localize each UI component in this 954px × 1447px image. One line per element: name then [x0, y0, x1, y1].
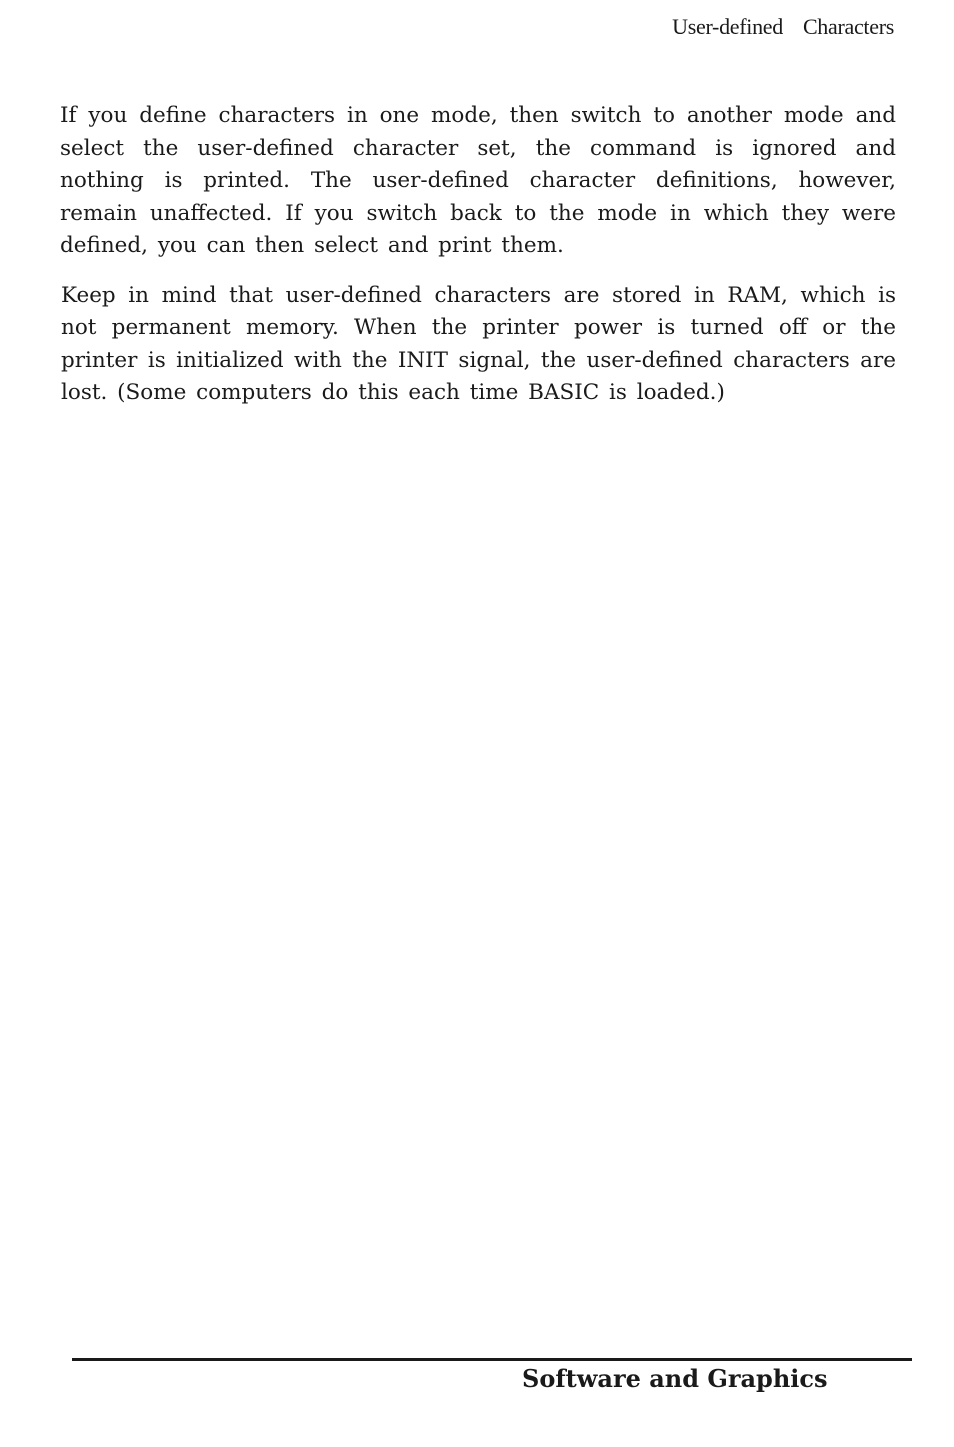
body-text — [60, 100, 896, 427]
running-header — [672, 14, 894, 40]
header-section-left: User-defined — [672, 14, 783, 39]
footer-title: Software and Graphics — [522, 1364, 828, 1393]
paragraph-mode-switching: If you define characters in one mode, then switch to another mode and select the user-defined character set, the command is ignored and nothing is printed. The user-defined character definitions, however, remain unaffected. If you switch back to the mode in which they were defined, you can then select and print them. — [60, 103, 896, 258]
paragraph-ram-storage: Keep in mind that user-defined characters are stored in RAM, which is not permanent memory. When the printer power is turned off or the printer is initialized with the INIT signal, the user-defined characters are lost. (Some computers do this each time BASIC is loaded.) — [61, 282, 896, 405]
header-section-right: Characters — [802, 14, 894, 39]
footer-rule — [72, 1358, 912, 1361]
